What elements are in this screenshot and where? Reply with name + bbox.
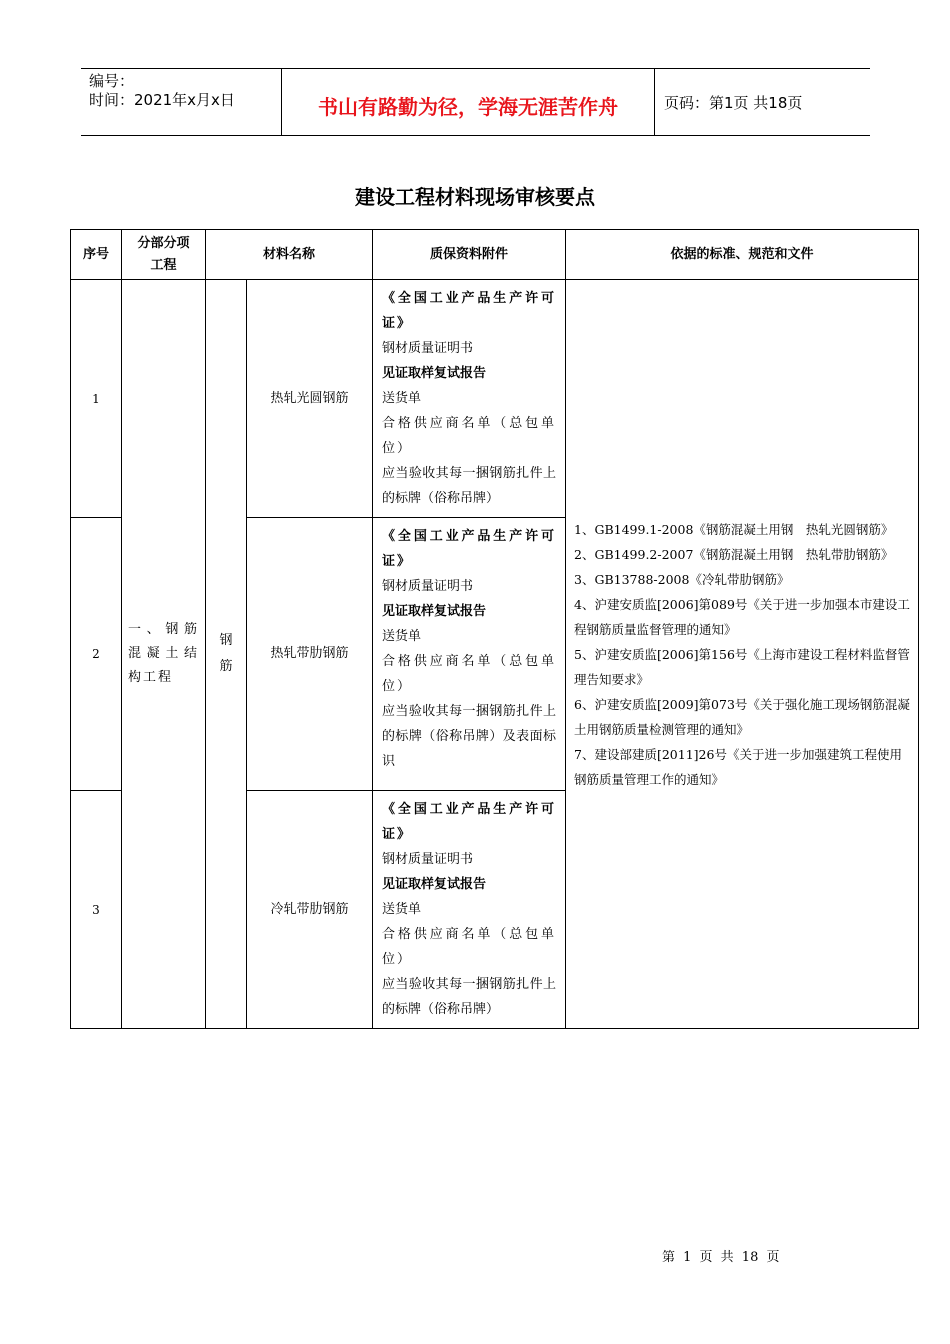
doc-quality-cert: 钢材质量证明书 [382, 579, 474, 594]
page-label: 页码：第1页 共18页 [664, 94, 803, 112]
doc-quality-cert: 钢材质量证明书 [382, 852, 474, 867]
docs-cell [373, 518, 566, 791]
col-header-category-line1: 分部分项 [137, 235, 190, 251]
header-bottom-rule [81, 135, 870, 136]
row-number: 2 [71, 518, 122, 791]
standard-item: 3、GB13788-2008《冷轧带肋钢筋》 [574, 571, 790, 587]
doc-retest-report: 见证取样复试报告 [382, 604, 487, 619]
doc-tag-check: 应当验收其每一捆钢筋扎件上的标牌（俗称吊牌） [382, 466, 557, 506]
doc-retest-report: 见证取样复试报告 [382, 877, 487, 892]
table-row [71, 280, 919, 518]
subcategory-cell [206, 280, 247, 1029]
doc-retest-report: 见证取样复试报告 [382, 366, 487, 381]
col-header-category-line2: 工程 [150, 257, 177, 273]
table-header-row [71, 230, 919, 280]
materials-table [70, 229, 919, 1029]
standard-item: 7、建设部建质[2011]26号《关于进一步加强建筑工程使用钢筋质量管理工作的通知》 [574, 746, 902, 787]
subcategory-char-2: 筋 [219, 659, 233, 674]
doc-delivery-note: 送货单 [382, 629, 422, 644]
col-header-category [122, 230, 206, 280]
doc-tag-check: 应当验收其每一捆钢筋扎件上的标牌（俗称吊牌） [382, 977, 557, 1017]
doc-license: 《全国工业产品生产许可证》 [382, 529, 557, 569]
subcategory-char-1: 钢 [219, 633, 233, 648]
doc-license: 《全国工业产品生产许可证》 [382, 802, 557, 842]
serial-label: 编号： [89, 72, 135, 90]
docs-cell [373, 280, 566, 518]
row-number: 1 [71, 280, 122, 518]
standard-item: 2、GB1499.2-2007《钢筋混凝土用钢 热轧带肋钢筋》 [574, 546, 894, 562]
doc-tag-check: 应当验收其每一捆钢筋扎件上的标牌（俗称吊牌）及表面标识 [382, 704, 557, 769]
page-title: 建设工程材料现场审核要点 [355, 185, 595, 209]
page-footer: 第 1 页 共 18 页 [662, 1250, 780, 1265]
col-header-docs: 质保资料附件 [373, 230, 566, 280]
doc-supplier-list: 合格供应商名单（总包单位） [382, 927, 557, 967]
time-label: 时间：2021年x月x日 [89, 91, 235, 109]
standards-cell [566, 280, 919, 1029]
material-name: 冷轧带肋钢筋 [247, 791, 373, 1029]
material-name: 热轧带肋钢筋 [247, 518, 373, 791]
doc-delivery-note: 送货单 [382, 391, 422, 406]
doc-delivery-note: 送货单 [382, 902, 422, 917]
col-header-no: 序号 [71, 230, 122, 280]
standard-item: 5、沪建安质监[2006]第156号《上海市建设工程材料监督管理告知要求》 [574, 646, 910, 687]
doc-supplier-list: 合格供应商名单（总包单位） [382, 654, 557, 694]
motto: 书山有路勤为径，学海无涯苦作舟 [318, 95, 618, 119]
standard-item: 4、沪建安质监[2006]第089号《关于进一步加强本市建设工程钢筋质量监督管理的通知》 [574, 596, 910, 637]
col-header-material: 材料名称 [206, 230, 373, 280]
col-header-standards: 依据的标准、规范和文件 [566, 230, 919, 280]
standard-item: 6、沪建安质监[2009]第073号《关于强化施工现场钢筋混凝土用钢筋质量检测管理的通知》 [574, 696, 910, 737]
docs-cell [373, 791, 566, 1029]
material-name: 热轧光圆钢筋 [247, 280, 373, 518]
category-cell: 一、钢筋混凝土结构工程 [122, 280, 206, 1029]
row-number: 3 [71, 791, 122, 1029]
doc-quality-cert: 钢材质量证明书 [382, 341, 474, 356]
doc-license: 《全国工业产品生产许可证》 [382, 291, 557, 331]
standard-item: 1、GB1499.1-2008《钢筋混凝土用钢 热轧光圆钢筋》 [574, 521, 894, 537]
header-top-rule [81, 68, 870, 69]
header-divider-right [654, 69, 655, 136]
doc-supplier-list: 合格供应商名单（总包单位） [382, 416, 557, 456]
